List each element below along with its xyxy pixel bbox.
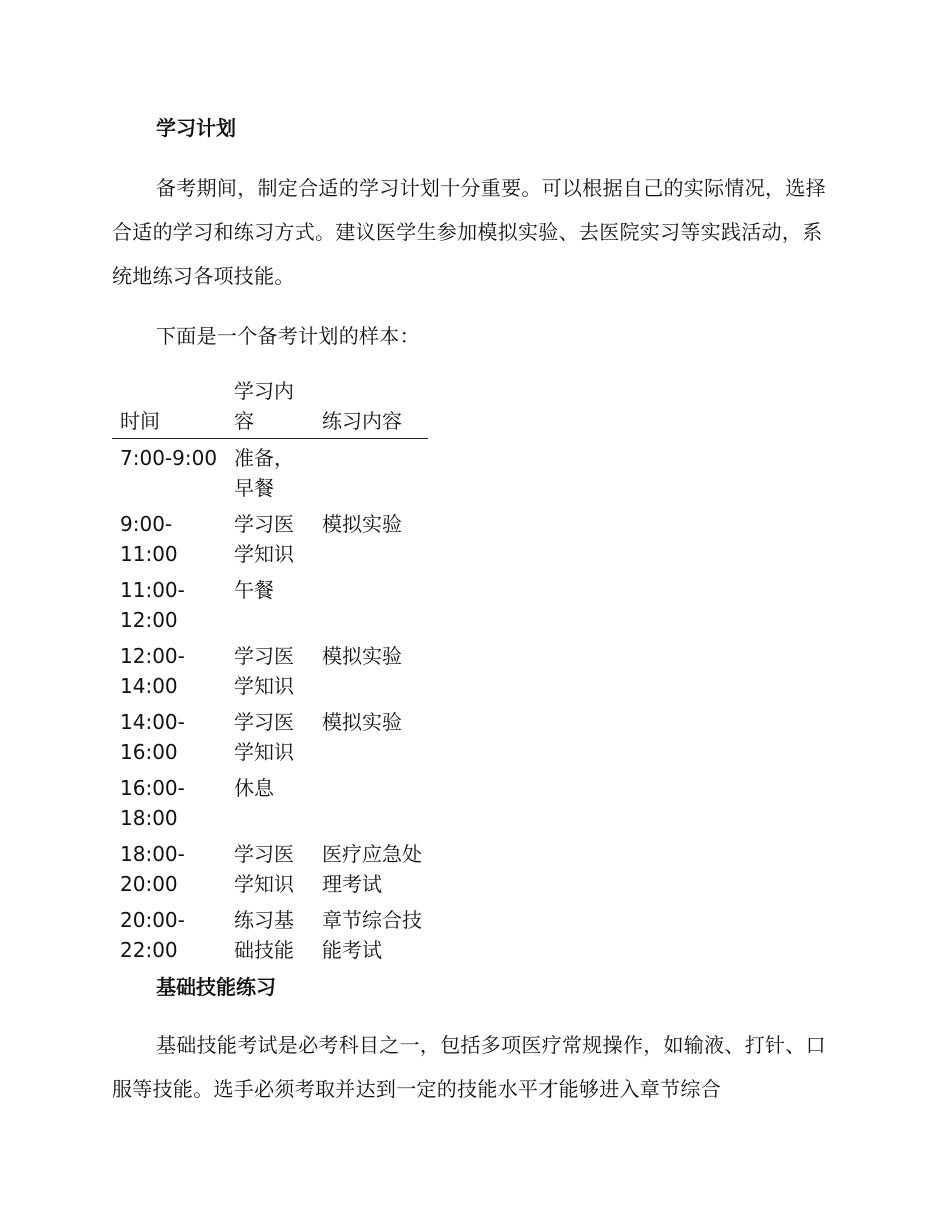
cell-time: 7:00-9:00 — [120, 446, 218, 470]
cell-study: 午餐 — [234, 578, 274, 602]
table-row — [112, 901, 428, 967]
cell-study: 学习医学知识 — [234, 512, 294, 566]
intro-paragraph: 备考期间，制定合适的学习计划十分重要。可以根据自己的实际情况，选择合适的学习和练习方式。建议医学生参加模拟实验、去医院实习等实践活动，系统地练习各项技能。 — [112, 176, 826, 288]
header-time: 时间 — [112, 376, 226, 439]
table-row — [112, 835, 428, 901]
table-row — [112, 769, 428, 835]
table-row — [112, 505, 428, 571]
cell-time: 11:00-12:00 — [120, 578, 185, 632]
cell-practice — [314, 439, 428, 506]
cell-practice: 章节综合技能考试 — [322, 908, 422, 962]
section-heading-study-plan: 学习计划 — [156, 116, 236, 140]
header-study-content: 学习内容 — [226, 376, 314, 439]
table-header-row — [112, 376, 428, 439]
cell-time: 9:00-11:00 — [120, 512, 178, 566]
skills-paragraph: 基础技能考试是必考科目之一，包括多项医疗常规操作，如输液、打针、口服等技能。选手必须考取并达到一定的技能水平才能够进入章节综合 — [112, 1033, 826, 1101]
table-row — [112, 571, 428, 637]
cell-study: 练习基础技能 — [234, 908, 294, 962]
cell-study: 学习医学知识 — [234, 842, 294, 896]
cell-time: 18:00-20:00 — [120, 842, 185, 896]
section-heading-basic-skills: 基础技能练习 — [156, 975, 276, 999]
cell-practice — [314, 769, 428, 835]
study-plan-table — [112, 376, 428, 967]
cell-practice: 模拟实验 — [322, 710, 402, 734]
cell-time: 14:00-16:00 — [120, 710, 185, 764]
cell-time: 16:00-18:00 — [120, 776, 185, 830]
cell-study: 准备，早餐 — [234, 446, 294, 500]
cell-study: 学习医学知识 — [234, 710, 294, 764]
cell-practice: 医疗应急处理考试 — [322, 842, 422, 896]
table-row — [112, 439, 428, 506]
cell-practice — [314, 571, 428, 637]
sample-intro-paragraph: 下面是一个备考计划的样本： — [156, 324, 420, 348]
table-row — [112, 703, 428, 769]
cell-practice: 模拟实验 — [322, 644, 402, 668]
header-practice-content: 练习内容 — [314, 376, 428, 439]
cell-time: 20:00-22:00 — [120, 908, 185, 962]
table-row — [112, 637, 428, 703]
document-page — [112, 112, 832, 1127]
cell-study: 学习医学知识 — [234, 644, 294, 698]
cell-time: 12:00-14:00 — [120, 644, 185, 698]
cell-practice: 模拟实验 — [322, 512, 402, 536]
cell-study: 休息 — [234, 776, 274, 800]
